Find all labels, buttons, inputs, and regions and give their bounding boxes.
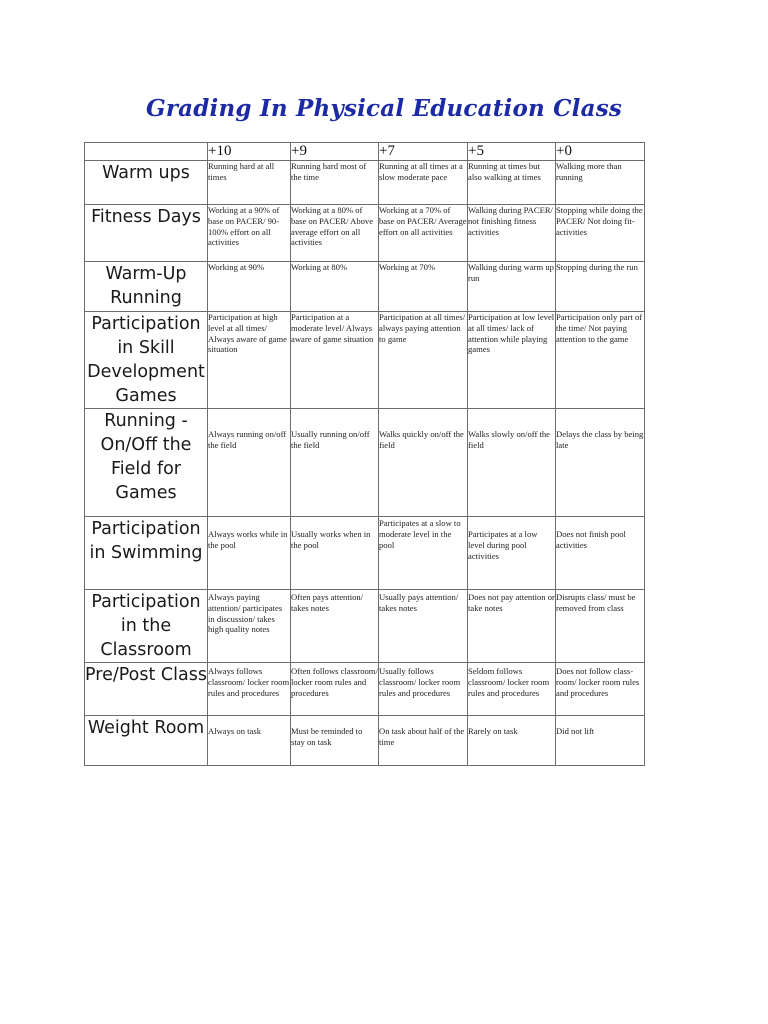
row-category: Weight Room bbox=[85, 716, 208, 766]
table-cell: Working at a 80% of base on PACER/ Above average effort on all activities bbox=[291, 205, 379, 262]
row-category: Fitness Days bbox=[85, 205, 208, 262]
table-cell: Usually pays attention/ takes notes bbox=[379, 590, 468, 663]
table-cell: Seldom follows classroom/ locker room rules and procedures bbox=[468, 663, 556, 716]
grading-table bbox=[84, 142, 645, 766]
table-cell: Stopping while doing the PACER/ Not doing fit-activities bbox=[556, 205, 645, 262]
table-cell: Stopping during the run bbox=[556, 262, 645, 312]
table-cell: Participates at a slow to moderate level in the pool bbox=[379, 517, 468, 590]
table-cell: Does not finish pool activities bbox=[556, 517, 645, 590]
header-empty-cell bbox=[85, 143, 208, 161]
table-cell: Running hard most of the time bbox=[291, 161, 379, 205]
score-header: +10 bbox=[208, 143, 291, 161]
row-category: Participation in Swimming bbox=[85, 517, 208, 590]
score-header: +7 bbox=[379, 143, 468, 161]
table-cell: Always on task bbox=[208, 716, 291, 766]
row-category: Pre/Post Class bbox=[85, 663, 208, 716]
table-cell: Must be reminded to stay on task bbox=[291, 716, 379, 766]
table-row bbox=[85, 205, 645, 262]
table-cell: Walking during warm up run bbox=[468, 262, 556, 312]
table-cell: Walking more than running bbox=[556, 161, 645, 205]
table-cell: Participation at low level at all times/ lack of attention while playing games bbox=[468, 312, 556, 409]
table-cell: Does not pay attention or take notes bbox=[468, 590, 556, 663]
score-header: +0 bbox=[556, 143, 645, 161]
row-category: Running - On/Off the Field for Games bbox=[85, 409, 208, 517]
table-cell: Always paying attention/ participates in discussion/ takes high quality notes bbox=[208, 590, 291, 663]
table-cell: Participation only part of the time/ Not paying attention to the game bbox=[556, 312, 645, 409]
table-cell: Walks quickly on/off the field bbox=[379, 409, 468, 517]
table-cell: Does not follow class- room/ locker room rules and procedures bbox=[556, 663, 645, 716]
table-cell: Usually works when in the pool bbox=[291, 517, 379, 590]
table-row bbox=[85, 161, 645, 205]
table-cell: Running hard at all times bbox=[208, 161, 291, 205]
table-cell: Working at 70% bbox=[379, 262, 468, 312]
table-cell: Delays the class by being late bbox=[556, 409, 645, 517]
table-cell: Usually follows classroom/ locker room rules and procedures bbox=[379, 663, 468, 716]
table-cell: Always running on/off the field bbox=[208, 409, 291, 517]
row-category: Warm-Up Running bbox=[85, 262, 208, 312]
row-category: Warm ups bbox=[85, 161, 208, 205]
table-cell: Always follows classroom/ locker room rules and procedures bbox=[208, 663, 291, 716]
table-cell: Running at times but also walking at times bbox=[468, 161, 556, 205]
table-cell: Rarely on task bbox=[468, 716, 556, 766]
table-cell: Working at a 90% of base on PACER/ 90-100% effort on all activities bbox=[208, 205, 291, 262]
table-cell: Participation at all times/ always paying attention to game bbox=[379, 312, 468, 409]
score-header-row bbox=[85, 143, 645, 161]
table-cell: Usually running on/off the field bbox=[291, 409, 379, 517]
table-cell: Working at a 70% of base on PACER/ Average effort on all activities bbox=[379, 205, 468, 262]
table-row bbox=[85, 716, 645, 766]
table-row bbox=[85, 590, 645, 663]
table-row bbox=[85, 517, 645, 590]
table-cell: Running at all times at a slow moderate pace bbox=[379, 161, 468, 205]
table-cell: Participation at high level at all times/ Always aware of game situation bbox=[208, 312, 291, 409]
score-header: +9 bbox=[291, 143, 379, 161]
table-row bbox=[85, 262, 645, 312]
table-cell: Often follows classroom/ locker room rules and procedures bbox=[291, 663, 379, 716]
table-cell: On task about half of the time bbox=[379, 716, 468, 766]
score-header: +5 bbox=[468, 143, 556, 161]
table-cell: Working at 90% bbox=[208, 262, 291, 312]
table-cell: Did not lift bbox=[556, 716, 645, 766]
table-cell: Participation at a moderate level/ Always aware of game situation bbox=[291, 312, 379, 409]
table-cell: Walks slowly on/off the field bbox=[468, 409, 556, 517]
table-cell: Disrupts class/ must be removed from class bbox=[556, 590, 645, 663]
table-row bbox=[85, 409, 645, 517]
row-category: Participation in Skill Development Games bbox=[85, 312, 208, 409]
table-cell: Participates at a low level during pool activities bbox=[468, 517, 556, 590]
row-category: Participation in the Classroom bbox=[85, 590, 208, 663]
table-cell: Often pays attention/ takes notes bbox=[291, 590, 379, 663]
table-cell: Walking during PACER/ not finishing fitness activities bbox=[468, 205, 556, 262]
table-cell: Working at 80% bbox=[291, 262, 379, 312]
page-title: Grading In Physical Education Class bbox=[145, 95, 623, 122]
table-row bbox=[85, 312, 645, 409]
table-row bbox=[85, 663, 645, 716]
table-cell: Always works while in the pool bbox=[208, 517, 291, 590]
